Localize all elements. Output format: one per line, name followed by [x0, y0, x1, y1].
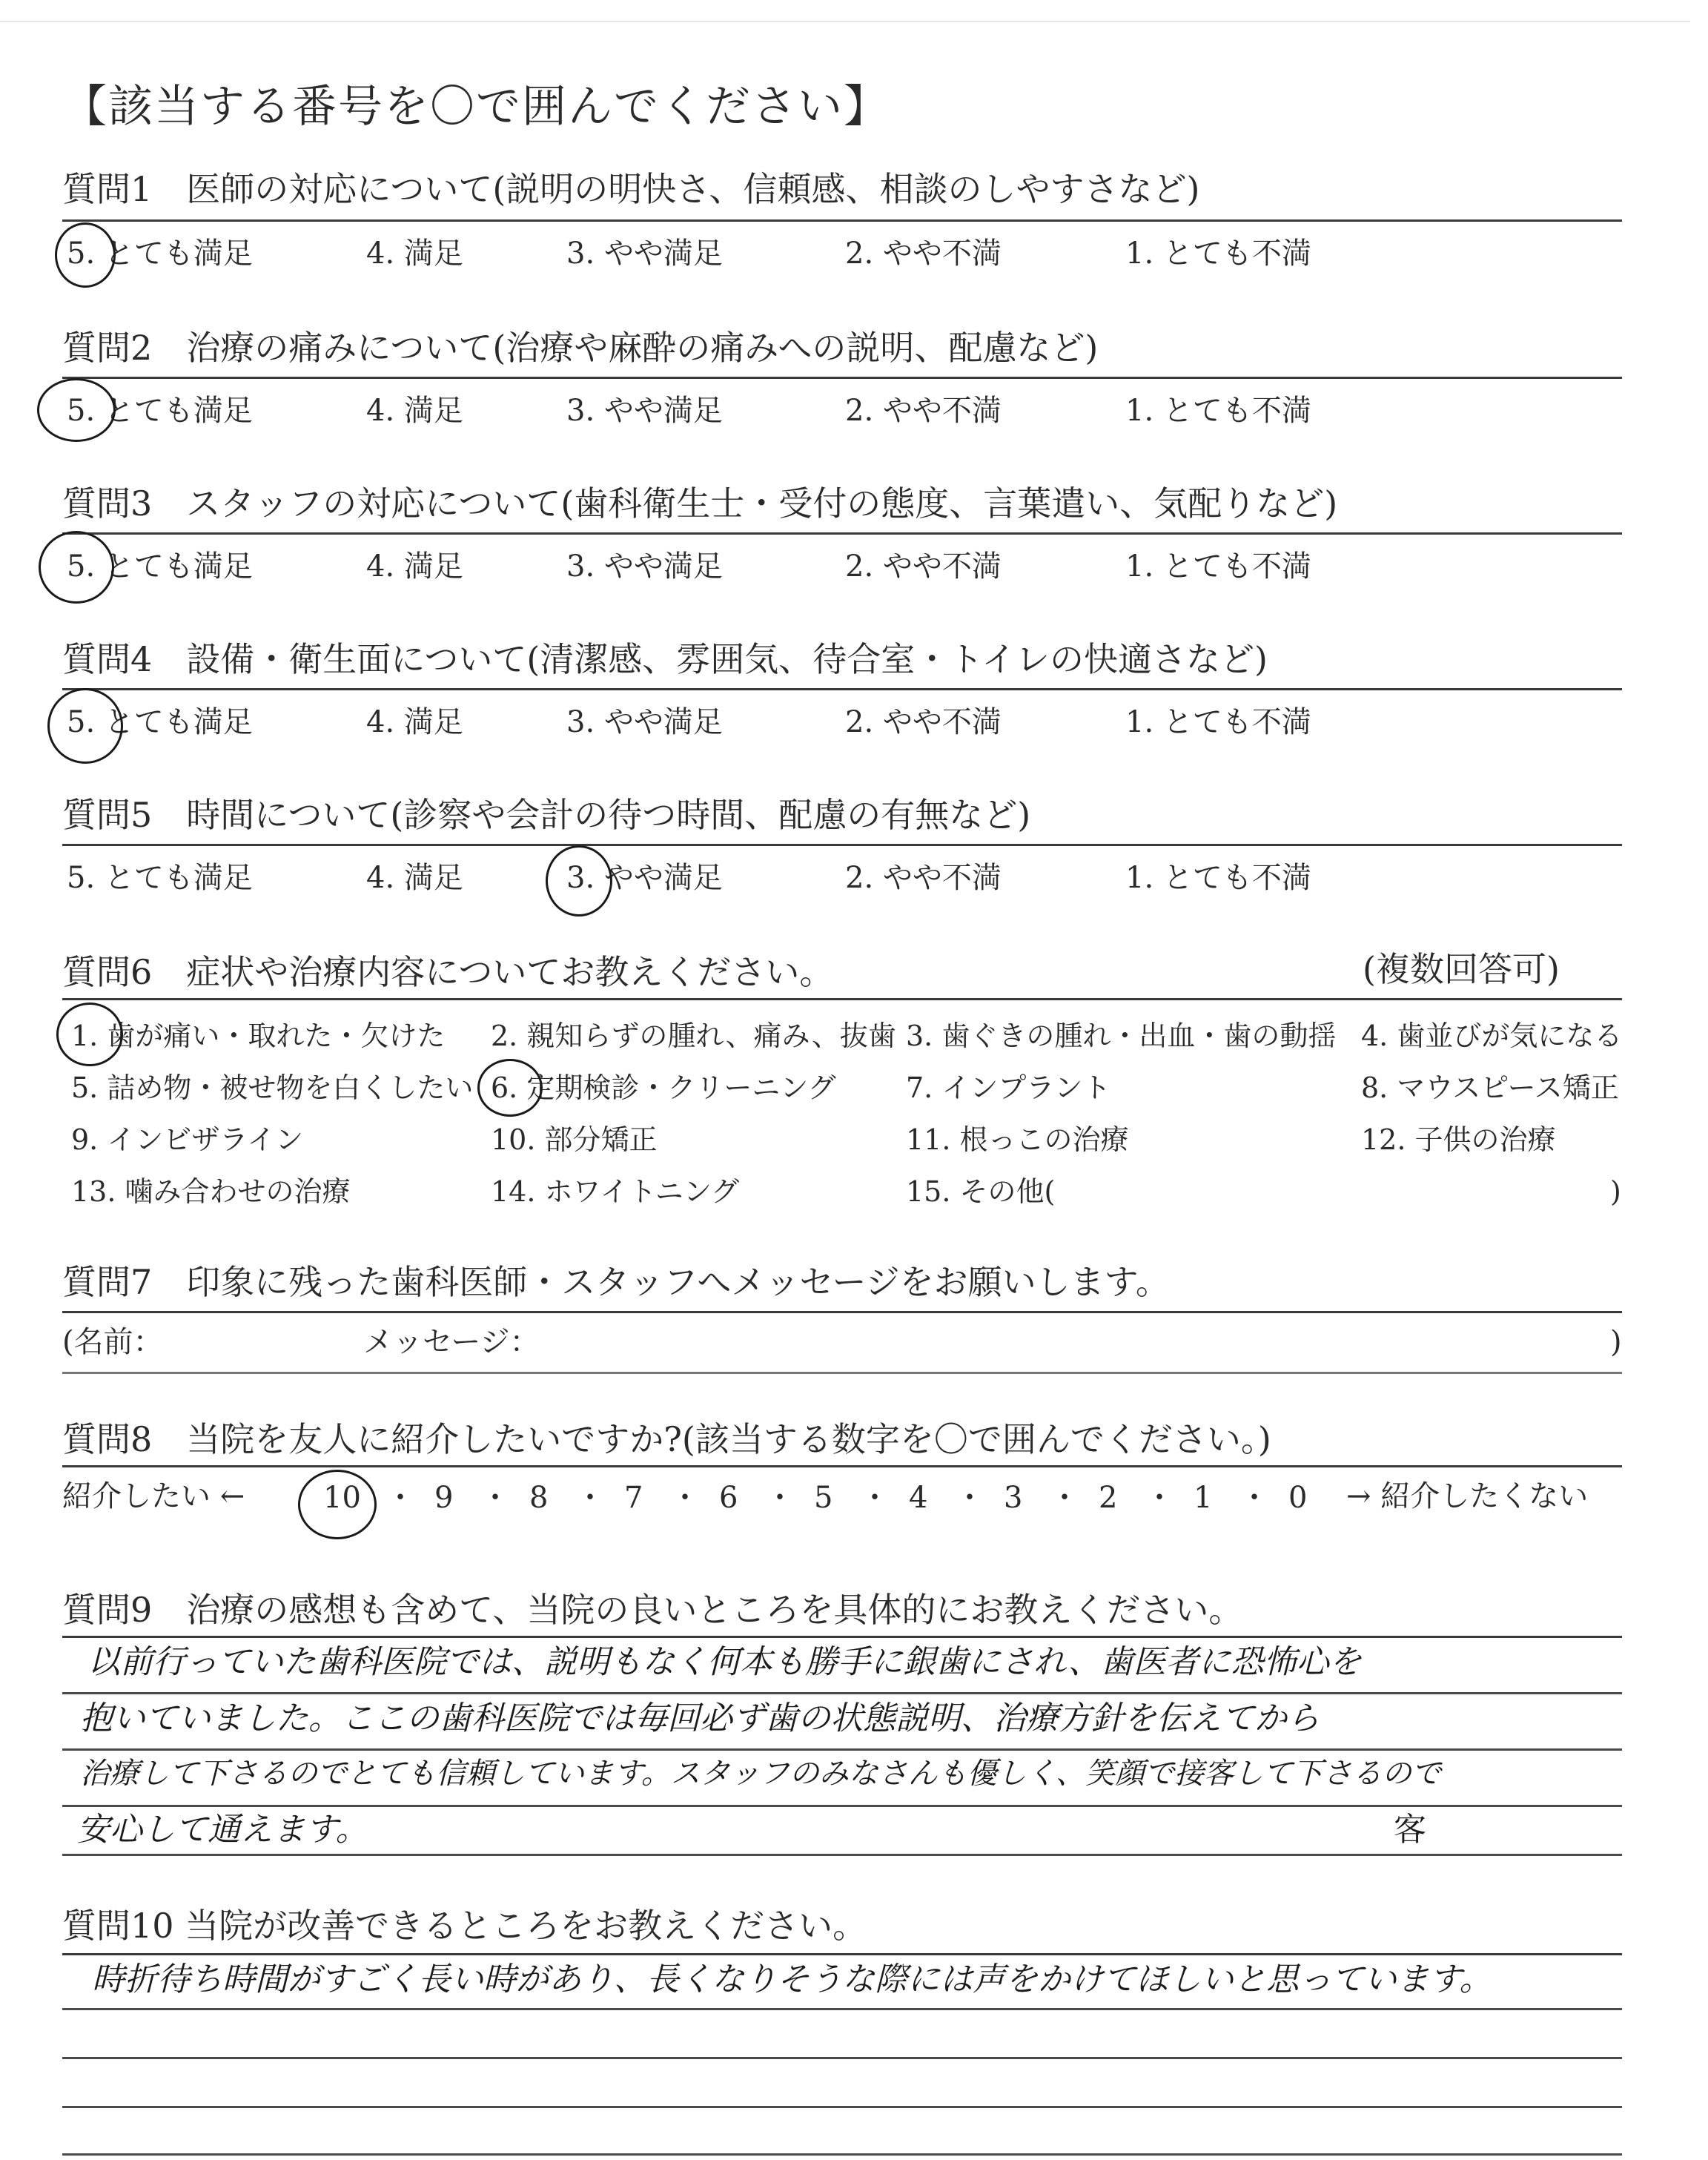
q4-option-2[interactable]: 2. やや不満	[845, 705, 1002, 739]
q4-option-5[interactable]: 5. とても満足	[67, 705, 253, 739]
question-7-title: 質問7 印象に残った歯科医師・スタッフへメッセージをお願いします。	[62, 1262, 1170, 1302]
q6-option-3[interactable]: 3. 歯ぐきの腫れ・出血・歯の動揺	[906, 1020, 1337, 1052]
q8-separator: ・	[575, 1481, 605, 1515]
question-1-title: 質問1 医師の対応について(説明の明快さ、信頼感、相談のしやすさなど)	[62, 169, 1200, 209]
q8-scale-6[interactable]: 6	[719, 1481, 738, 1515]
question-8-title: 質問8 当院を友人に紹介したいですか?(該当する数字を〇で囲んでください。)	[62, 1419, 1271, 1459]
q4-option-1[interactable]: 1. とても不満	[1125, 705, 1311, 739]
question-7-rule	[62, 1311, 1622, 1313]
q8-left-label: 紹介したい ←	[62, 1479, 245, 1513]
q6-option-2[interactable]: 2. 親知らずの腫れ、痛み、抜歯	[491, 1020, 896, 1052]
q2-option-4[interactable]: 4. 満足	[366, 394, 463, 428]
instruction-header: 【該当する番号を〇で囲んでください】	[62, 81, 890, 133]
q8-scale-4[interactable]: 4	[909, 1481, 928, 1515]
question-9-title: 質問9 治療の感想も含めて、当院の良いところを具体的にお教えください。	[62, 1590, 1243, 1630]
q8-separator: ・	[765, 1481, 795, 1515]
q2-option-2[interactable]: 2. やや不満	[845, 394, 1002, 428]
q10-line	[62, 2057, 1622, 2059]
q9-answer-line-1: 以前行っていた歯科医院では、説明もなく何本も勝手に銀歯にされ、歯医者に恐怖心を	[87, 1643, 1362, 1681]
question-8-rule	[62, 1465, 1622, 1467]
q8-scale-7[interactable]: 7	[624, 1481, 643, 1515]
question-10-rule	[62, 1953, 1622, 1955]
q6-option-11[interactable]: 11. 根っこの治療	[906, 1123, 1129, 1156]
q3-option-5[interactable]: 5. とても満足	[67, 549, 253, 584]
q4-option-3[interactable]: 3. やや満足	[566, 705, 723, 739]
q8-separator: ・	[670, 1481, 700, 1515]
question-1-rule	[62, 219, 1622, 222]
question-5-rule	[62, 844, 1622, 846]
q3-option-3[interactable]: 3. やや満足	[566, 549, 723, 584]
question-5-title: 質問5 時間について(診察や会計の待つ時間、配慮の有無など)	[62, 795, 1031, 835]
q5-option-4[interactable]: 4. 満足	[366, 861, 463, 895]
q6-option-10[interactable]: 10. 部分矯正	[491, 1123, 658, 1156]
q5-option-3[interactable]: 3. やや満足	[566, 861, 723, 895]
q6-option-9[interactable]: 9. インビザライン	[71, 1123, 304, 1156]
q2-option-5[interactable]: 5. とても満足	[67, 394, 253, 428]
q8-right-label: → 紹介したくない	[1346, 1479, 1589, 1513]
question-6-rule	[62, 998, 1622, 1000]
q6-option-4[interactable]: 4. 歯並びが気になる	[1361, 1020, 1623, 1052]
q7-message-label: メッセージ：	[363, 1325, 540, 1359]
q3-option-4[interactable]: 4. 満足	[366, 549, 463, 584]
q2-option-3[interactable]: 3. やや満足	[566, 394, 723, 428]
q6-other-close-paren: )	[1610, 1175, 1621, 1208]
question-2-title: 質問2 治療の痛みについて(治療や麻酔の痛みへの説明、配慮など)	[62, 328, 1099, 368]
q10-answer-line-1: 時折待ち時間がすごく長い時があり、長くなりそうな際には声をかけてほしいと思っています。	[92, 1961, 1492, 1998]
q5-option-5[interactable]: 5. とても満足	[67, 861, 253, 895]
q6-option-12[interactable]: 12. 子供の治療	[1361, 1123, 1556, 1156]
q9-line	[62, 1692, 1622, 1694]
q3-option-1[interactable]: 1. とても不満	[1125, 549, 1311, 584]
q7-answer-rule	[62, 1372, 1622, 1374]
q8-scale-8[interactable]: 8	[529, 1481, 549, 1515]
q6-option-5[interactable]: 5. 詰め物・被せ物を白くしたい	[71, 1071, 474, 1104]
question-2-rule	[62, 377, 1622, 379]
q6-option-8[interactable]: 8. マウスピース矯正	[1361, 1071, 1619, 1104]
top-edge-line	[0, 21, 1690, 22]
multiple-answer-note: (複数回答可)	[1363, 949, 1560, 989]
q9-answer-line-3: 治療して下さるのでとても信頼しています。スタッフのみなさんも優しく、笑顔で接客して下さるので	[80, 1757, 1441, 1791]
q9-line	[62, 1805, 1622, 1807]
q8-separator: ・	[480, 1481, 510, 1515]
q8-separator: ・	[1145, 1481, 1174, 1515]
question-6-title: 質問6 症状や治療内容についてお教えください。	[62, 952, 834, 992]
q9-line	[62, 1854, 1622, 1856]
q6-option-7[interactable]: 7. インプラント	[906, 1071, 1111, 1104]
q7-close-paren: )	[1610, 1325, 1622, 1359]
q8-scale-9[interactable]: 9	[434, 1481, 454, 1515]
q6-option-13[interactable]: 13. 噛み合わせの治療	[71, 1175, 351, 1208]
question-3-title: 質問3 スタッフの対応について(歯科衛生士・受付の態度、言葉遣い、気配りなど)	[62, 483, 1338, 524]
q10-line	[62, 2106, 1622, 2108]
q8-separator: ・	[1050, 1481, 1079, 1515]
q1-option-2[interactable]: 2. やや不満	[845, 237, 1002, 271]
q9-margin-mark: 客	[1394, 1811, 1426, 1849]
q1-option-4[interactable]: 4. 満足	[366, 237, 463, 271]
question-9-rule	[62, 1636, 1622, 1638]
q6-option-15-other[interactable]: 15. その他(	[906, 1175, 1056, 1208]
q1-option-3[interactable]: 3. やや満足	[566, 237, 723, 271]
q8-separator: ・	[1239, 1481, 1269, 1515]
q8-scale-10[interactable]: 10	[323, 1481, 361, 1515]
q9-answer-line-4: 安心して通えます。	[77, 1811, 368, 1849]
question-10-title: 質問10 当院が改善できるところをお教えください。	[62, 1906, 867, 1946]
q5-option-1[interactable]: 1. とても不満	[1125, 861, 1311, 895]
q9-line	[62, 1748, 1622, 1751]
q8-separator: ・	[860, 1481, 890, 1515]
q8-scale-0[interactable]: 0	[1288, 1481, 1308, 1515]
q4-option-4[interactable]: 4. 満足	[366, 705, 463, 739]
q9-answer-line-2: 抱いていました。ここの歯科医院では毎回必ず歯の状態説明、治療方針を伝えてから	[80, 1700, 1320, 1737]
question-3-rule	[62, 532, 1622, 535]
q8-scale-1[interactable]: 1	[1194, 1481, 1213, 1515]
q6-option-6[interactable]: 6. 定期検診・クリーニング	[491, 1071, 836, 1104]
q10-line	[62, 2008, 1622, 2010]
q8-separator: ・	[955, 1481, 984, 1515]
q1-option-5[interactable]: 5. とても満足	[67, 237, 253, 271]
q1-option-1[interactable]: 1. とても不満	[1125, 237, 1311, 271]
q8-scale-3[interactable]: 3	[1004, 1481, 1023, 1515]
q3-option-2[interactable]: 2. やや不満	[845, 549, 1002, 584]
q6-option-1[interactable]: 1. 歯が痛い・取れた・欠けた	[71, 1020, 446, 1052]
question-4-rule	[62, 688, 1622, 690]
q8-separator: ・	[385, 1481, 415, 1515]
q2-option-1[interactable]: 1. とても不満	[1125, 394, 1311, 428]
q7-name-label: (名前：	[62, 1325, 163, 1359]
q8-scale-5[interactable]: 5	[814, 1481, 833, 1515]
q5-option-2[interactable]: 2. やや不満	[845, 861, 1002, 895]
q10-line	[62, 2153, 1622, 2156]
question-4-title: 質問4 設備・衛生面について(清潔感、雰囲気、待合室・トイレの快適さなど)	[62, 639, 1268, 679]
q6-option-14[interactable]: 14. ホワイトニング	[491, 1175, 740, 1208]
q8-scale-2[interactable]: 2	[1099, 1481, 1118, 1515]
